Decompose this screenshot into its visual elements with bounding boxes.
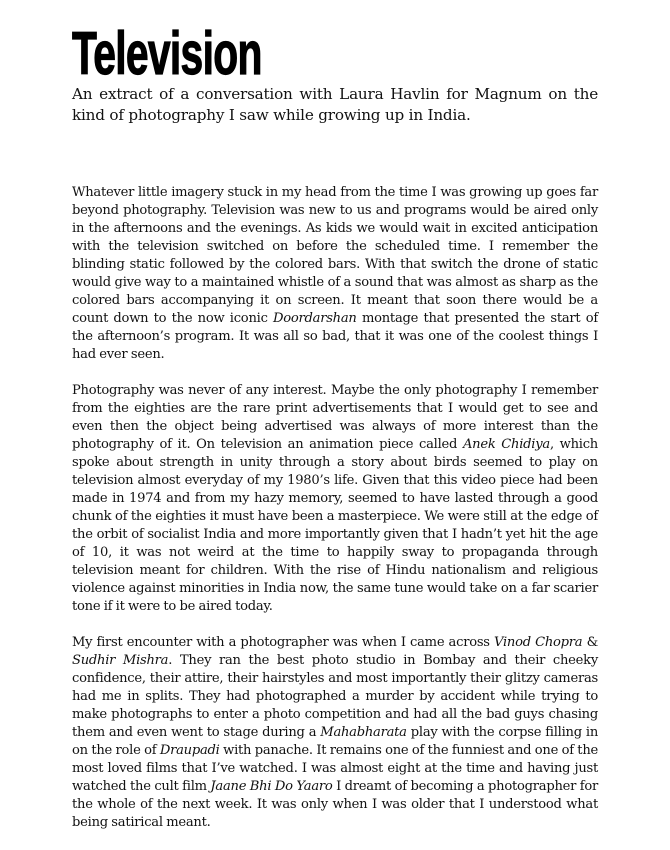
page-subtitle: An extract of a conversation with Laura Havlin for Magnum on the kind of photography I saw while growing up in India. [72, 85, 598, 124]
text-segment: montage that presented the start of the afternoon’s program. It was all so bad, that it was one of the coolest things I had ever seen. [72, 311, 598, 362]
text-segment: with panache. It remains one of the funniest and one of the most loved films that I’ve watched. I was almost eight at the time and having just watched the cult film [72, 743, 599, 794]
text-segment: I dreamt of becoming a photographer for the whole of the next week. It was only when I was older that I understood what being satirical meant. [72, 779, 598, 830]
text-segment: Photography was never of any interest. Maybe the only photography I remember from the eighties are the rare print advertisements that I would get to see and even then the object being advertised was always of more interest than the photography of it. On television an animation piece called [72, 383, 598, 452]
italic-term: Anek Chidiya [462, 437, 550, 452]
text-segment: Whatever little imagery stuck in my head from the time I was growing up goes far beyond photography. Television was new to us and programs would be aired only in the afternoons and the evenings. As kids we would wait in excited anticipation with the television switched on before the scheduled time. I remember the blinding static followed by the colored bars. With that switch the drone of static would give way to a maintained whistle of a sound that was almost as sharp as the colored bars accompanying it on screen. It meant that soon there would be a count down to the now iconic [72, 185, 598, 326]
italic-term: Mahabharata [320, 725, 407, 740]
page-title: Television [72, 20, 262, 87]
text-segment: , which spoke about strength in unity through a story about birds seemed to play on television almost everyday of my 1980’s life. Given that this video piece had been made in 1974 and from my hazy memory, seemed to have lasted through a good chunk of the eighties it must have been a masterpiece. We were still at the edge of the orbit of socialist India and more importantly given that I hadn’t yet hit the age of 10, it was not weird at the time to happily sway to propaganda through television meant for children. With the rise of Hindu nationalism and religious violence against minorities in India now, the same tune would take on a far scarier tone if it were to be aired today. [72, 437, 598, 614]
italic-term: Vinod Chopra [494, 635, 583, 650]
italic-term: Doordarshan [272, 311, 357, 326]
article-body [72, 184, 598, 850]
paragraph-3 [72, 634, 598, 832]
text-segment: . They ran the best photo studio in Bombay and their cheeky confidence, their attire, their hairstyles and most importantly their glitzy cameras had me in splits. They had photographed a murder by accident while trying to make photographs to enter a photo competition and had all the bad guys chasing them and even went to stage during a [72, 653, 598, 740]
paragraph-1 [72, 184, 598, 364]
italic-term: Draupadi [159, 743, 220, 758]
text-segment: play with the corpse filling in on the role of [72, 725, 599, 758]
italic-term: Sudhir Mishra [72, 653, 169, 668]
text-segment: & [582, 635, 598, 650]
text-segment: My first encounter with a photographer was when I came across [72, 635, 494, 650]
italic-term: Jaane Bhi Do Yaaro [210, 779, 333, 794]
paragraph-2 [72, 382, 598, 616]
